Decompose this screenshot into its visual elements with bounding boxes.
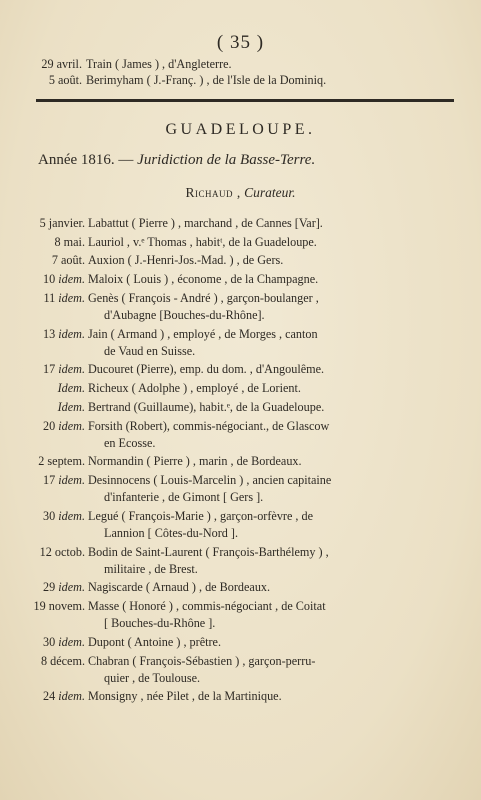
entry-text-continuation: d'Aubagne [Bouches-du-Rhône]. [104,307,265,322]
year-prefix: Année 1816. — [38,152,138,168]
entry-text: Richeux ( Adolphe ) , employé , de Lorient. [88,381,301,396]
entry-date: 7 août. [51,253,85,268]
entry-text: Jain ( Armand ) , employé , de Morges , canton [88,326,318,341]
entry-date: 30 idem. [43,508,85,523]
entry-text: Lauriol , v.ᵉ Thomas , habitᵗ, de la Guadeloupe. [88,234,317,249]
entry-date: 2 septem. [38,454,85,469]
entry-date: 17 idem. [43,473,85,487]
entry-date: 29 avril. [41,57,82,71]
page-number: ( 35 ) [216,32,265,53]
entry-text: Desinnocens ( Louis-Marcelin ) , ancien capitaine [88,473,332,487]
entry-text-continuation: de Vaud en Suisse. [104,343,196,358]
entry-text: Maloix ( Louis ) , économe , de la Champagne. [88,272,319,287]
curator-name: Richaud , [185,185,241,200]
entry-text-continuation: d'infanterie , de Gimont [ Gers ]. [104,490,264,505]
entry-date: 8 mai. [54,234,85,249]
entry-text-continuation: quier , de Toulouse. [104,670,201,685]
list-item [0,56,481,72]
entry-text: Nagiscarde ( Arnaud ) , de Bordeaux. [88,580,271,595]
entry-date: 19 novem. [33,599,85,614]
entry-text: Monsigny , née Pilet , de la Martinique. [88,689,282,704]
entry-date: 24 idem. [43,689,85,704]
entry-date: Idem. [57,399,85,414]
entry-date: 12 octob. [39,544,85,559]
entry-text: Train ( James ) , d'Angleterre. [86,57,232,71]
entry-text: Labattut ( Pierre ) , marchand , de Cannes [Var]. [88,216,323,230]
section-title: GUADELOUPE. [165,121,316,138]
entry-text: Auxion ( J.-Henri-Jos.-Mad. ) , de Gers. [88,253,284,268]
entry-date: Idem. [57,381,85,396]
entry-text: Ducouret (Pierre), emp. du dom. , d'Angoulême. [88,362,325,377]
entry-date: 30 idem. [43,634,85,649]
year-jurisdiction-heading [38,152,458,169]
entry-date: 10 idem. [43,272,85,287]
entry-date: 5 août. [48,73,82,87]
list-item [0,72,481,88]
entry-text: Forsith (Robert), commis-négociant., de Glascow [88,418,330,433]
entry-date: 5 janvier. [39,216,85,230]
entry-text: Chabran ( François-Sébastien ) , garçon-perru- [88,653,316,668]
entry-text-continuation: en Ecosse. [104,435,156,450]
entry-date: 20 idem. [43,418,85,433]
entry-date: 11 idem. [43,290,85,305]
jurisdiction-name: Juridiction de la Basse-Terre. [137,152,316,168]
section-divider [36,99,454,102]
curator-heading [0,185,481,201]
entry-text: Normandin ( Pierre ) , marin , de Bordeaux. [88,454,302,469]
entry-text: Bodin de Saint-Laurent ( François-Barthélemy ) , [88,544,329,559]
entry-text: Legué ( François-Marie ) , garçon-orfèvre , de [88,508,314,523]
entry-text: Genès ( François - André ) , garçon-boulanger , [88,290,319,305]
entry-date: 17 idem. [43,362,85,377]
entry-text: Berimyham ( J.-Franç. ) , de l'Isle de la Dominiq. [86,73,327,87]
curator-role: Curateur. [244,185,296,200]
entry-text: Dupont ( Antoine ) , prêtre. [88,634,222,649]
entry-text: Bertrand (Guillaume), habit.ᵉ, de la Guadeloupe. [88,399,325,414]
entry-text-continuation: militaire , de Brest. [104,561,198,576]
entry-date: 8 décem. [41,653,85,668]
entry-text-continuation: [ Bouches-du-Rhône ]. [104,616,216,631]
previous-section-entries [0,56,481,88]
entry-text-continuation: Lannion [ Côtes-du-Nord ]. [104,525,239,540]
entry-date: 13 idem. [43,326,85,341]
entry-text: Masse ( Honoré ) , commis-négociant , de Coitat [88,599,326,614]
entry-date: 29 idem. [43,580,85,595]
